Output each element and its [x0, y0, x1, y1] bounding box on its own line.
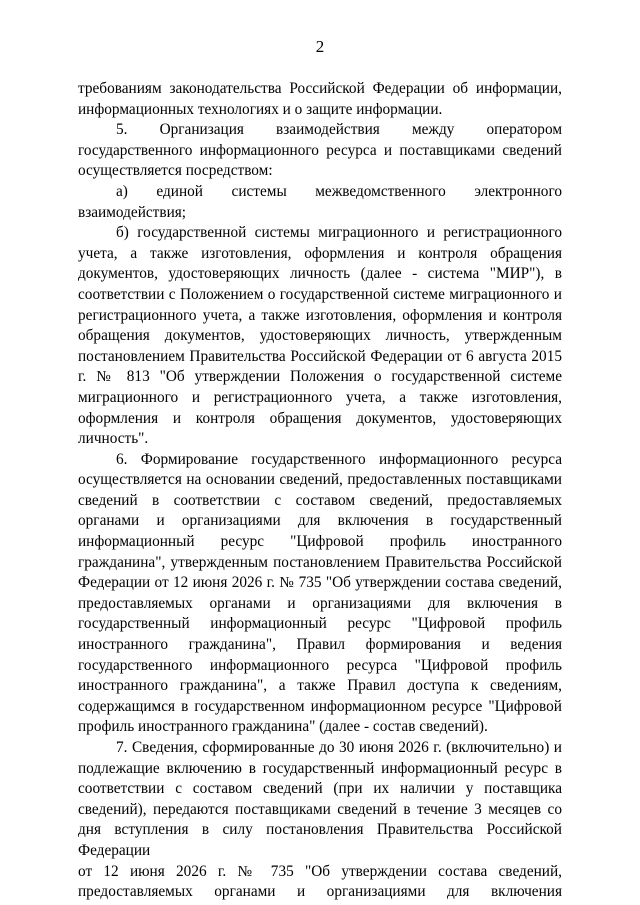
paragraph-item-6: 6. Формирование государственного информационного ресурса осуществляется на основании сведений, предоставленных поставщиками сведений в соответствии с составом сведений, предоставляемых органами и организациями для включения в государственный информационный ресурс "Цифровой профиль иностранного гражданина", утвержденным постановлением Правительства Российской Федерации от 12 июня 2026 г. № 735 "Об утверждении состава сведений, предоставляемых органами и организациями для включения в государственный информационный ресурс "Цифровой профиль иностранного гражданина", Правил формирования и ведения государственного информационного ресурса "Цифровой профиль иностранного гражданина", а также Правил доступа к сведениям, содержащимся в государственном информационном ресурсе "Цифровой профиль иностранного гражданина" (далее - состав сведений). — [78, 450, 562, 736]
paragraph-item-5: 5. Организация взаимодействия между оператором государственного информационного ресурса и поставщиками сведений осуществляется посредством: — [78, 121, 562, 180]
page-number: 2 — [315, 37, 325, 56]
paragraph-continuation: требованиям законодательства Российской Федерации об информации, информационных технологиях и о защите информации. — [78, 80, 562, 118]
paragraph-item-5b: б) государственной системы миграционного и регистрационного учета, а также изготовления, оформления и контроля обращения документов, удостоверяющих личность (далее - система "МИР"), в соответствии с Положением о государственной системе миграционного и регистрационного учета, а также изготовления, оформления и контроля обращения документов, удостоверяющих личность, утвержденным постановлением Правительства Российской Федерации от 6 августа 2015 г. № 813 "Об утверждении Положения о государственной системе миграционного и регистрационного учета, а также изготовления, оформления и контроля обращения документов, удостоверяющих личность". — [78, 224, 562, 448]
paragraph-item-7: 7. Сведения, сформированные до 30 июня 2026 г. (включительно) и подлежащие включению в государственный информационный ресурс в соответствии с составом сведений (при их наличии у поставщика сведений), передаются поставщиками сведений в течение 3 месяцев со дня вступления в силу постановления Правительства Российской Федерации — [78, 739, 562, 859]
paragraph-item-5a: а) единой системы межведомственного электронного взаимодействия; — [78, 182, 562, 221]
document-body — [78, 79, 562, 903]
paragraph-item-7-continuation: от 12 июня 2026 г. № 735 "Об утверждении состава сведений, предоставляемых органами и организациями для включения — [78, 862, 562, 901]
